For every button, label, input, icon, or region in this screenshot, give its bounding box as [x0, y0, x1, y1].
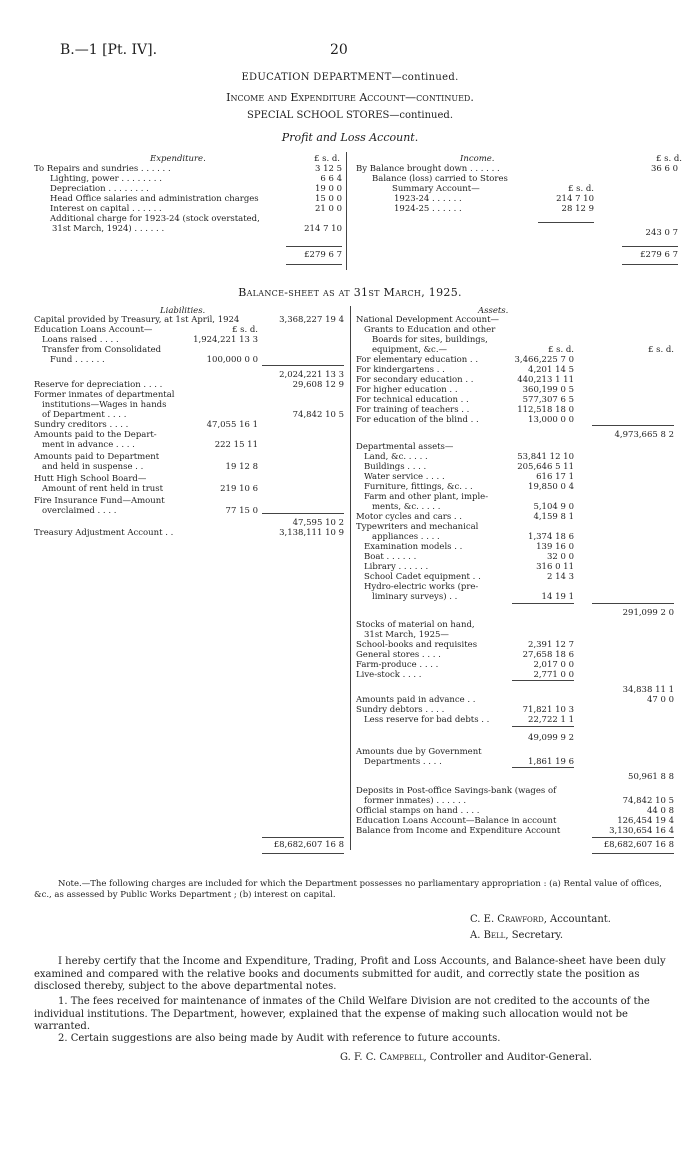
asset-row-subamount: 32 0 0 [546, 552, 574, 562]
exp-total-rule [286, 246, 342, 247]
expenditure-row-amount: 19 0 0 [314, 184, 342, 194]
department-heading: EDUCATION DEPARTMENT—continued. [241, 72, 459, 83]
liability-row-subamount: 100,000 0 0 [206, 355, 258, 365]
asset-row-subamount: 316 0 11 [536, 562, 574, 572]
asset-row-subamount: 2,771 0 0 [533, 670, 574, 680]
expenditure-row-label: Interest on capital . . . . . . [50, 204, 162, 214]
income-row-subamount: 28 12 9 [561, 204, 594, 214]
asset-row-label: Stocks of material on hand, [356, 620, 475, 630]
expenditure-row-label: To Repairs and sundries . . . . . . [34, 164, 171, 174]
liabilities-heading: Liabilities. [160, 306, 206, 316]
section-reference: B.—1 [Pt. IV]. [60, 42, 158, 58]
secretary-name: A. Bell [470, 930, 506, 941]
asset-row-subamount: 53,841 12 10 [517, 452, 574, 462]
auditor-title: , Controller and Auditor-General. [423, 1052, 592, 1063]
asset-row-label: For kindergartens . . [356, 365, 445, 375]
liability-row-label: of Department . . . . [42, 410, 127, 420]
asset-row-label: Typewriters and mechanical [356, 522, 479, 532]
asset-row-subamount: 1,374 18 6 [528, 532, 574, 542]
page-number: 20 [330, 42, 348, 58]
liability-row-amount: 2,024,221 13 3 [279, 370, 344, 380]
asset-row-label: Examination models . . [364, 542, 463, 552]
liability-row-label: ment in advance . . . . [42, 440, 135, 450]
asset-row-label: Farm and other plant, imple- [364, 492, 489, 502]
balance-sheet-divider [350, 306, 351, 850]
asset-row-subamount: 2,391 12 7 [528, 640, 574, 650]
asset-row-label: Land, &c. . . . . [364, 452, 428, 462]
asset-row-subamount: 4,201 14 5 [528, 365, 574, 375]
liability-row-amount: 74,842 10 5 [292, 410, 344, 420]
liability-row-label: Reserve for depreciation . . . . [34, 380, 163, 390]
liability-row-label: overclaimed . . . . [42, 506, 117, 516]
expenditure-total: £279 6 7 [304, 250, 342, 260]
asset-row-amount: 50,961 8 8 [628, 772, 674, 782]
asset-row-label: Furniture, fittings, &c. . . [364, 482, 473, 492]
asset-row-label: Water service . . . . [364, 472, 445, 482]
asset-row-label: For higher education . . [356, 385, 458, 395]
income-row-amount: 36 6 0 [650, 164, 678, 174]
asset-row-label: For training of teachers . . [356, 405, 470, 415]
exp-total-underline [286, 264, 342, 265]
income-row-label: 1923-24 . . . . . . [394, 194, 462, 204]
asset-row-label: former inmates) . . . . . . [364, 796, 467, 806]
asset-row-label: National Development Account— [356, 315, 499, 325]
asset-row-label: Balance from Income and Expenditure Account [356, 826, 561, 836]
income-row-subamount: £ s. d. [567, 184, 594, 194]
asset-subtotal-rule [512, 603, 574, 604]
auditor-signature [340, 1052, 592, 1064]
asset-row-subamount: 1,861 19 6 [528, 757, 574, 767]
pl-heading: Profit and Loss Account. [281, 131, 419, 144]
auditor-name: G. F. C. Campbell [340, 1052, 424, 1063]
expenditure-row-label: Additional charge for 1923-24 (stock overstated, [50, 214, 260, 224]
income-heading: Income. [460, 154, 495, 164]
accountant-title: , Accountant. [543, 914, 611, 925]
expenditure-row-amount: 214 7 10 [304, 224, 342, 234]
liab-total-rule [262, 837, 344, 838]
expenditure-row-amount: 21 0 0 [314, 204, 342, 214]
asset-row-label: Boat . . . . . . [364, 552, 417, 562]
asset-row-subamount: 22,722 1 1 [528, 715, 574, 725]
inc-lsd-heading: £ s. d. [655, 154, 682, 164]
asset-row-label: equipment, &c.— [372, 345, 448, 355]
liability-row-label: Fund . . . . . . [50, 355, 105, 365]
asset-row-subamount: 5,104 9 0 [533, 502, 574, 512]
liability-row-label: institutions—Wages in hands [42, 400, 167, 410]
asset-row-subamount: 19,850 0 4 [528, 482, 574, 492]
asset-row-label: ments, &c. . . . . [372, 502, 441, 512]
liability-subtotal-rule [262, 513, 344, 514]
asset-row-amount: 44 0 8 [646, 806, 674, 816]
asset-row-subamount: 360,199 0 5 [522, 385, 574, 395]
liability-row-label: and held in suspense . . [42, 462, 144, 472]
liability-row-label: Hutt High School Board— [34, 474, 147, 484]
assets-total: £8,682,607 16 8 [603, 840, 674, 850]
expenditure-row-amount: 3 12 5 [314, 164, 342, 174]
income-row-label: Summary Account— [392, 184, 480, 194]
expenditure-row-label: Lighting, power . . . . . . . . [50, 174, 162, 184]
expenditure-row-label: Depreciation . . . . . . . . [50, 184, 149, 194]
liability-row-label: Transfer from Consolidated [42, 345, 162, 355]
asset-row-label: Motor cycles and cars . . [356, 512, 463, 522]
certificate-note-1: 1. The fees received for maintenance of inmates of the Child Welfare Division are not credited to the accounts of the individual institutions. The Department, however, explained that the expense of making such allocation would not be warranted. [34, 996, 650, 1032]
liability-row-subamount: 77 15 0 [225, 506, 258, 516]
asset-subtotal-rule [592, 603, 674, 604]
asset-row-subamount: 71,821 10 3 [522, 705, 574, 715]
liability-row-amount: 29,608 12 9 [292, 380, 344, 390]
asset-row-subamount: 205,646 5 11 [517, 462, 574, 472]
asset-row-amount: £ s. d. [647, 345, 674, 355]
asset-row-label: Hydro-electric works (pre- [364, 582, 479, 592]
liability-row-label: Capital provided by Treasury, at 1st April, 1924 [34, 315, 240, 325]
liability-row-label: Former inmates of departmental [34, 390, 175, 400]
asset-row-label: Departmental assets— [356, 442, 454, 452]
asset-row-subamount: 440,213 1 11 [517, 375, 574, 385]
income-row-label: Balance (loss) carried to Stores [372, 174, 508, 184]
asset-row-subamount: 49,099 9 2 [528, 733, 574, 743]
liability-row-label: Treasury Adjustment Account . . [34, 528, 174, 538]
expenditure-heading: Expenditure. [150, 154, 206, 164]
asset-row-subamount: 616 17 1 [536, 472, 574, 482]
asset-row-label: Less reserve for bad debts . . [364, 715, 490, 725]
asset-subtotal-rule [592, 425, 674, 426]
income-row-amount: 243 0 7 [645, 228, 678, 238]
asset-row-amount: 74,842 10 5 [622, 796, 674, 806]
asset-row-amount: 47 0 0 [646, 695, 674, 705]
liability-row-label: Amount of rent held in trust [42, 484, 164, 494]
liab-total-underline [262, 853, 344, 854]
asset-row-subamount: 14 19 1 [541, 592, 574, 602]
asset-row-label: For secondary education . . [356, 375, 474, 385]
liability-row-label: Loans raised . . . . [42, 335, 119, 345]
liability-row-subamount: 1,924,221 13 3 [193, 335, 258, 345]
stores-heading: SPECIAL SCHOOL STORES—continued. [246, 110, 453, 121]
account-heading: Income and Expenditure Account—continued. [226, 91, 474, 104]
asset-row-label: Departments . . . . [364, 757, 442, 767]
asset-row-subamount: 27,658 18 6 [522, 650, 574, 660]
asset-row-label: Deposits in Post-office Savings-bank (wages of [356, 786, 557, 796]
asset-row-label: Farm-produce . . . . [356, 660, 439, 670]
asset-row-label: 31st March, 1925— [364, 630, 449, 640]
asset-row-subamount: 577,307 6 5 [522, 395, 574, 405]
assets-heading: Assets. [478, 306, 509, 316]
liability-row-amount: 3,138,111 10 9 [279, 528, 344, 538]
expenditure-row-amount: 6 6 4 [320, 174, 342, 184]
secretary-title: , Secretary. [505, 930, 564, 941]
inc-total-underline [622, 264, 678, 265]
asset-row-amount: 3,130,654 16 4 [609, 826, 674, 836]
certificate-paragraph: I hereby certify that the Income and Expenditure, Trading, Profit and Loss Accounts, and Balance-sheet have been duly examined and compared with the relative books and documents submitted for audit, and correctly state the position as disclosed thereby, subject to the above departmental notes. [34, 956, 666, 992]
asset-row-amount: 126,454 19 4 [617, 816, 674, 826]
asset-row-label: Amounts due by Government [356, 747, 482, 757]
liability-row-label: Education Loans Account— [34, 325, 153, 335]
balance-sheet-title: Balance-sheet as at 31st March, 1925. [238, 286, 462, 299]
liabilities-total: £8,682,607 16 8 [273, 840, 344, 850]
asset-row-subamount: 112,518 18 0 [517, 405, 574, 415]
asset-row-subamount: 2 14 3 [546, 572, 574, 582]
liability-row-subamount: 47,055 16 1 [206, 420, 258, 430]
liability-row-amount: 3,368,227 19 4 [279, 315, 344, 325]
asset-row-label: Sundry debtors . . . . [356, 705, 445, 715]
liability-row-subamount: 222 15 11 [214, 440, 258, 450]
asset-row-subamount: 3,466,225 7 0 [514, 355, 574, 365]
asset-row-amount: 34,838 11 1 [622, 685, 674, 695]
asset-row-label: appliances . . . . [372, 532, 440, 542]
asset-subtotal-rule [512, 726, 574, 727]
asset-row-subamount: £ s. d. [547, 345, 574, 355]
asset-row-label: Grants to Education and other [364, 325, 496, 335]
note-paragraph: Note.—The following charges are included for which the Department possesses no parliamentary appropriation : (a) Rental value of offices, &c., as assessed by Public Works Department ; (b) interest on capital. [34, 879, 662, 900]
inc-sub-rule [538, 222, 594, 223]
asset-subtotal-rule [512, 680, 574, 681]
asset-row-label: Boards for sites, buildings, [372, 335, 488, 345]
asset-row-label: Amounts paid in advance . . [356, 695, 476, 705]
liability-row-label: Amounts paid to Department [34, 452, 160, 462]
secretary-signature [470, 930, 563, 942]
liability-row-amount: 47,595 10 2 [292, 518, 344, 528]
liability-row-label: Sundry creditors . . . . [34, 420, 129, 430]
asset-row-label: Education Loans Account—Balance in account [356, 816, 557, 826]
asset-row-subamount: 4,159 8 1 [533, 512, 574, 522]
accountant-signature [470, 914, 611, 926]
asset-row-subamount: 2,017 0 0 [533, 660, 574, 670]
income-total: £279 6 7 [640, 250, 678, 260]
expenditure-row-amount: 15 0 0 [314, 194, 342, 204]
asset-subtotal-rule [512, 767, 574, 768]
liability-row-label: Amounts paid to the Depart- [34, 430, 157, 440]
liability-row-label: Fire Insurance Fund—Amount [34, 496, 165, 506]
asset-row-label: Official stamps on hand . . . . [356, 806, 480, 816]
pl-divider [346, 152, 347, 270]
asset-row-subamount: 139 16 0 [536, 542, 574, 552]
asset-row-label: For elementary education . . [356, 355, 479, 365]
asset-row-label: For education of the blind . . [356, 415, 479, 425]
liability-subtotal-rule [262, 365, 344, 366]
expenditure-row-label: 31st March, 1924) . . . . . . [52, 224, 165, 234]
liability-row-subamount: £ s. d. [231, 325, 258, 335]
inc-total-rule [622, 246, 678, 247]
expenditure-row-label: Head Office salaries and administration charges [50, 194, 259, 204]
liability-row-subamount: 19 12 8 [225, 462, 258, 472]
asset-row-label: School-books and requisites [356, 640, 478, 650]
exp-lsd-heading: £ s. d. [313, 154, 340, 164]
asset-row-label: School Cadet equipment . . [364, 572, 481, 582]
certificate-note-2: 2. Certain suggestions are also being made by Audit with reference to future accounts. [58, 1033, 501, 1044]
asset-row-label: Library . . . . . . [364, 562, 429, 572]
asset-row-label: Buildings . . . . [364, 462, 427, 472]
asset-row-amount: 4,973,665 8 2 [614, 430, 674, 440]
liability-row-subamount: 219 10 6 [220, 484, 258, 494]
accountant-name: C. E. Crawford [470, 914, 544, 925]
assets-total-underline [592, 853, 674, 854]
assets-total-rule [592, 837, 674, 838]
asset-row-label: Live-stock . . . . [356, 670, 422, 680]
income-row-label: 1924-25 . . . . . . [394, 204, 462, 214]
asset-row-label: General stores . . . . [356, 650, 441, 660]
asset-row-amount: 291,099 2 0 [622, 608, 674, 618]
income-row-label: By Balance brought down . . . . . . [356, 164, 500, 174]
asset-row-label: liminary surveys) . . [372, 592, 458, 602]
income-row-subamount: 214 7 10 [556, 194, 594, 204]
asset-row-subamount: 13,000 0 0 [528, 415, 574, 425]
asset-row-label: For technical education . . [356, 395, 469, 405]
